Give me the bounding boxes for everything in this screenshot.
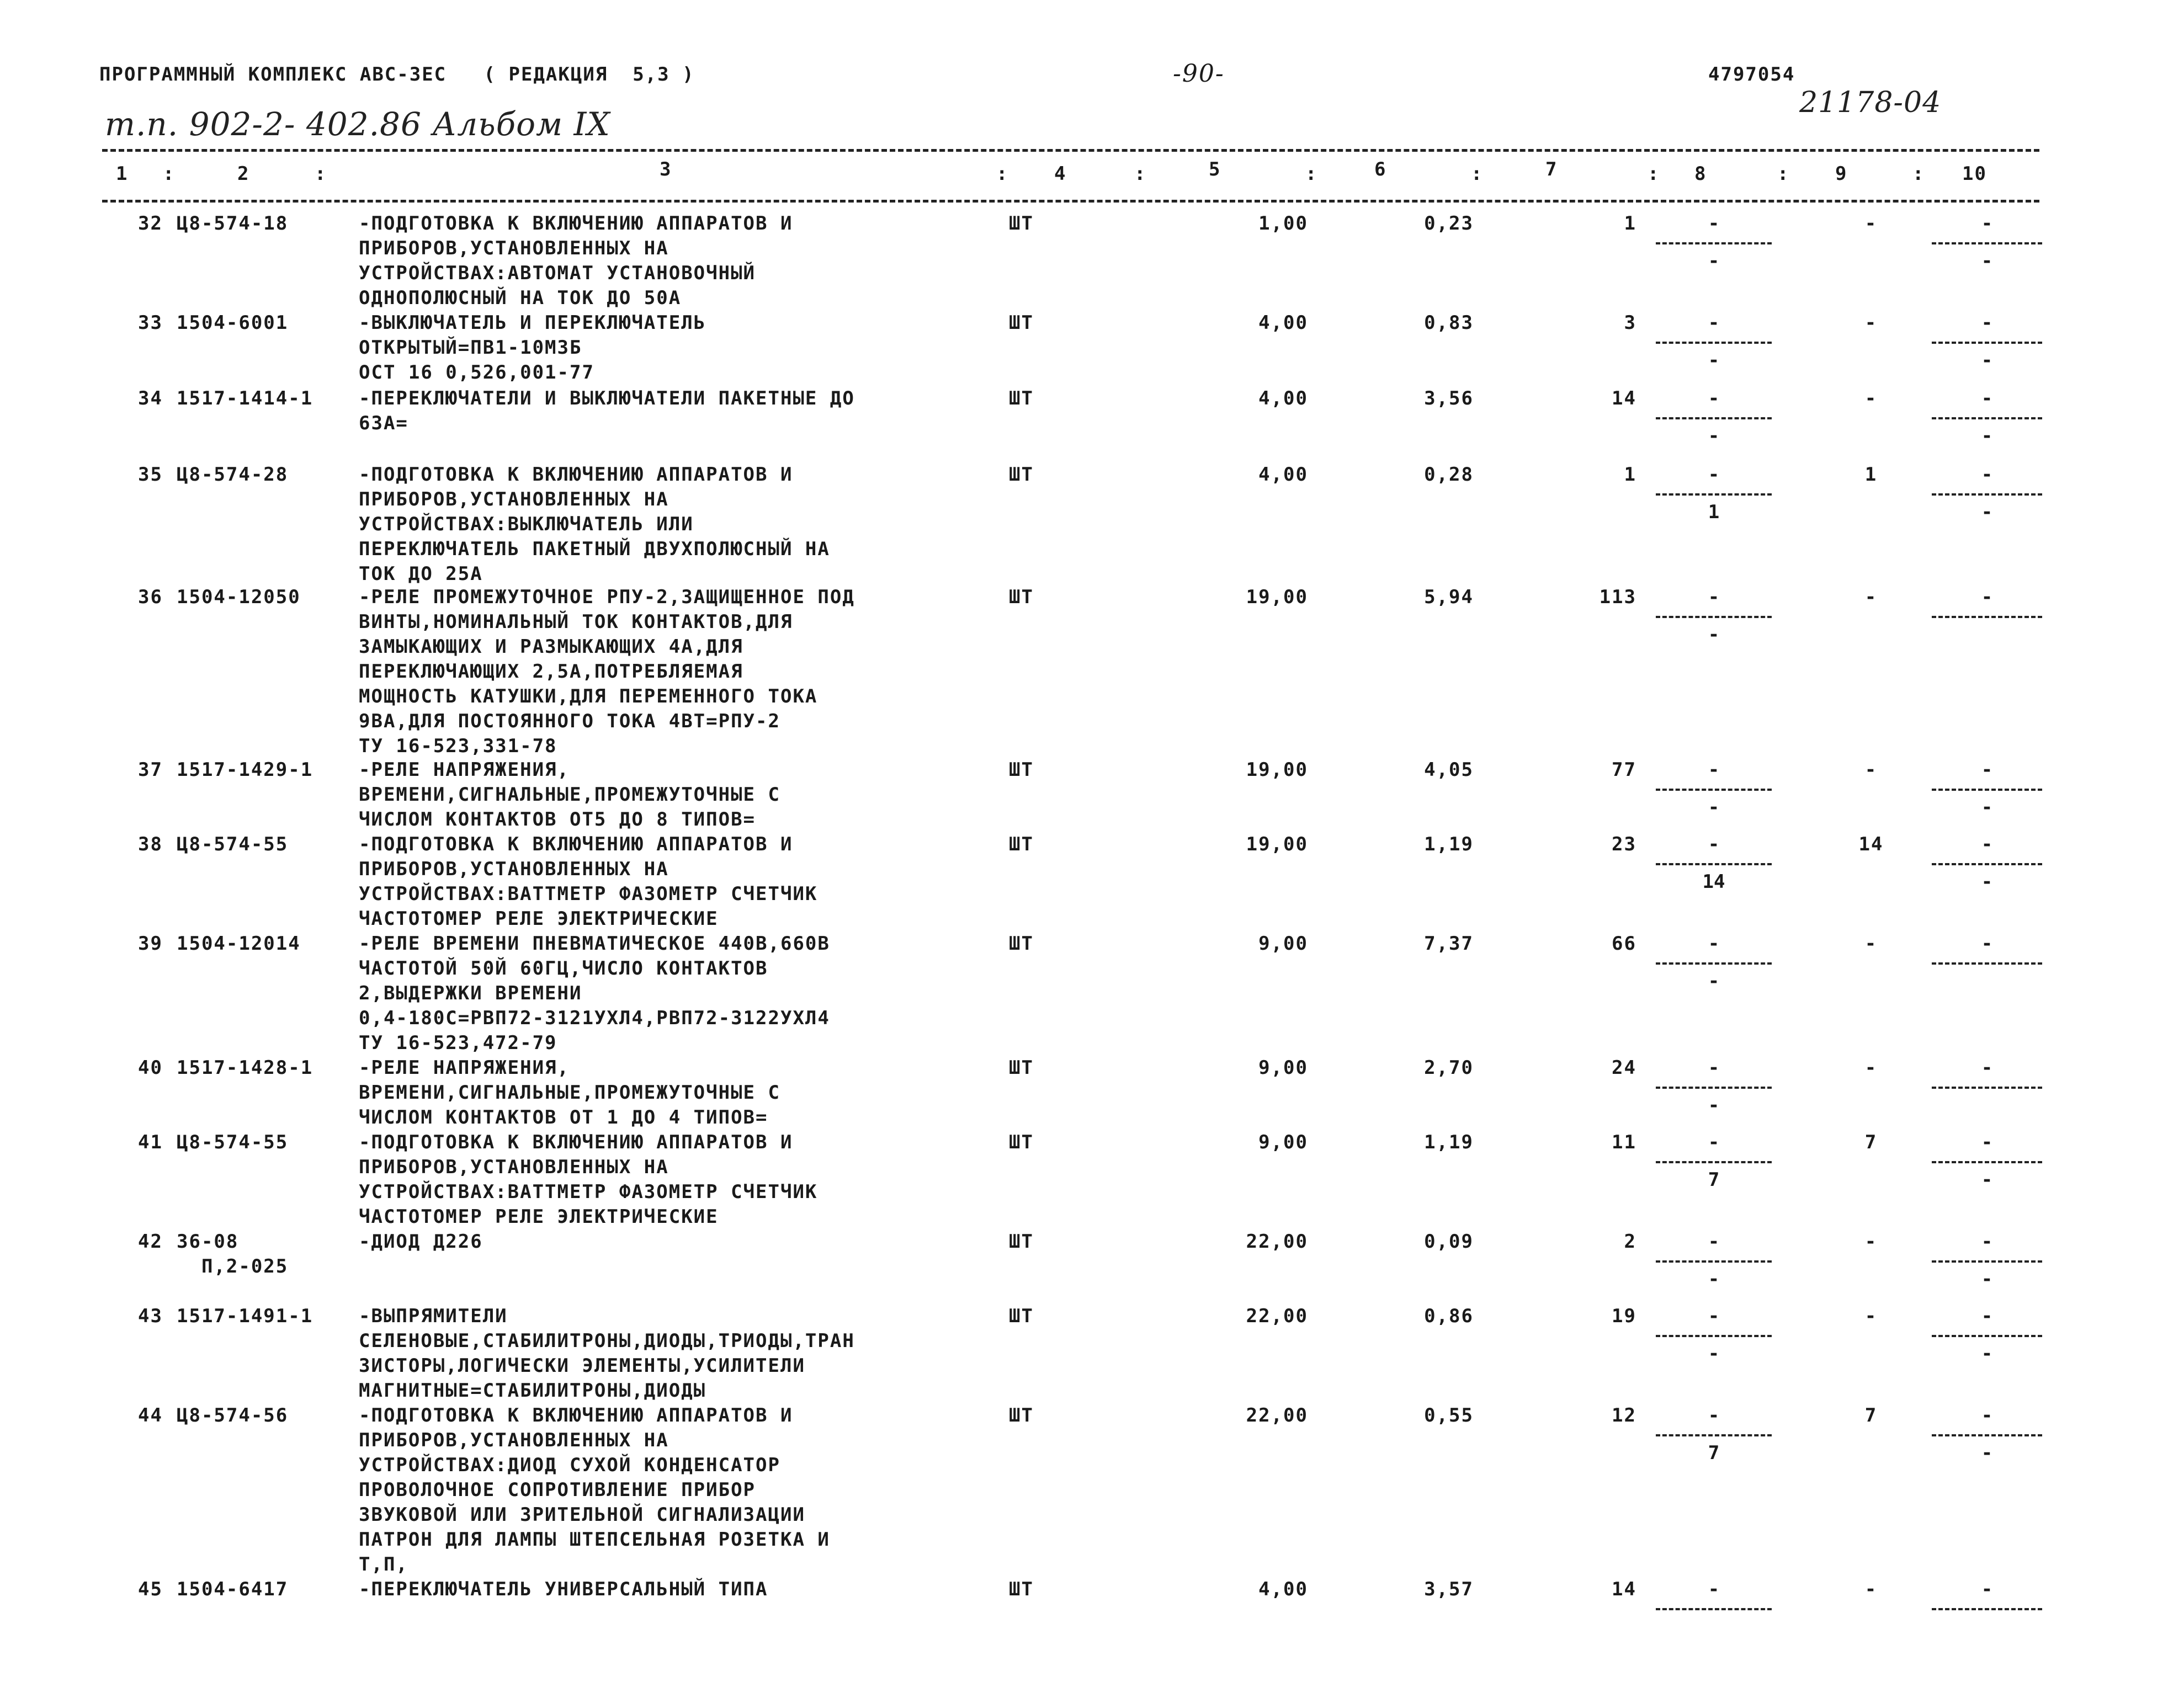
row-col7: 19 [1612,1305,1636,1327]
row-col10 [1932,932,2042,1009]
col10-divider [1932,242,2042,244]
row-col5: 22,00 [1246,1404,1308,1426]
row-col5: 19,00 [1246,759,1308,781]
row-code: Ц8-574-18 [177,212,289,235]
row-col10 [1932,211,2042,289]
row-col9: - [1864,759,1878,781]
row-col8 [1656,932,1772,1009]
row-col10 [1932,311,2042,388]
row-unit: ШТ [1009,586,1034,608]
row-number: 40 [138,1057,163,1079]
row-col10 [1932,1577,2042,1654]
table-row [0,832,2184,930]
col8-bottom-value: - [1708,1268,1720,1290]
row-number: 44 [138,1404,163,1426]
table-row [0,932,2184,1054]
col8-divider [1656,1087,1772,1089]
col8-divider [1656,1335,1772,1337]
row-col8 [1656,462,1772,540]
row-number: 37 [138,759,163,781]
row-unit: ШТ [1009,464,1034,486]
row-code: 1517-1429-1 [177,759,313,781]
col8-top-value: - [1708,1404,1720,1426]
col10-divider [1932,962,2042,965]
row-col9: - [1864,312,1878,334]
row-col8 [1656,311,1772,388]
col8-divider [1656,789,1772,791]
col8-top-value: - [1708,312,1720,334]
row-description: -ПОДГОТОВКА К ВКЛЮЧЕНИЮ АППАРАТОВ И ПРИБОРОВ,УСТАНОВЛЕННЫХ НА УСТРОЙСТВАХ:ДИОД СУХОЙ КОНДЕНСАТОР ПРОВОЛОЧНОЕ СОПРОТИВЛЕНИЕ ПРИБОР ЗВУКОВОЙ ИЛИ ЗРИТЕЛЬНОЙ СИГНАЛИЗАЦИИ ПАТРОН ДЛЯ ЛАМПЫ ШТЕПСЕЛЬНАЯ РОЗЕТКА И Т,П, [359,1404,830,1575]
row-col10 [1932,462,2042,540]
row-col9: - [1864,1231,1878,1253]
column-header-3: 3 [660,158,672,180]
column-separator: : [996,163,1009,185]
col10-top-value: - [1981,312,1993,334]
col8-divider [1656,1434,1772,1436]
col8-bottom-value: - [1708,970,1720,992]
col8-divider [1656,863,1772,865]
col10-bottom-value: - [1981,871,1993,893]
col10-bottom-value: - [1981,1268,1993,1290]
row-col5: 4,00 [1258,312,1308,334]
row-description: -ПЕРЕКЛЮЧАТЕЛЬ УНИВЕРСАЛЬНЫЙ ТИПА [359,1578,768,1600]
row-col10 [1932,585,2042,662]
col10-bottom-value: - [1981,1169,1993,1191]
col10-bottom-value: - [1981,349,1993,371]
row-col8 [1656,1229,1772,1307]
row-col8 [1656,1304,1772,1381]
row-number: 42 [138,1231,163,1253]
column-separator: : [1648,163,1660,185]
row-code: Ц8-574-55 [177,833,289,855]
col10-top-value: - [1981,387,1993,409]
table-row [0,1304,2184,1402]
row-col5: 9,00 [1258,1057,1308,1079]
row-col6: 3,56 [1424,387,1474,409]
row-col5: 22,00 [1246,1305,1308,1327]
col10-divider [1932,1608,2042,1610]
row-col7: 2 [1624,1231,1636,1253]
row-col6: 0,83 [1424,312,1474,334]
row-unit: ШТ [1009,1231,1034,1253]
row-col7: 11 [1612,1131,1636,1153]
table-row [0,211,2184,309]
column-separator: : [163,163,176,185]
col10-top-value: - [1981,933,1993,955]
col8-bottom-value: 7 [1708,1169,1720,1191]
row-col5: 4,00 [1258,387,1308,409]
row-col6: 1,19 [1424,1131,1474,1153]
col8-top-value: - [1708,933,1720,955]
row-code: Ц8-574-28 [177,464,289,486]
row-col9: 1 [1864,464,1878,486]
row-unit: ШТ [1009,1057,1034,1079]
row-code: 1517-1428-1 [177,1057,313,1079]
col10-bottom-value: - [1981,796,1993,818]
table-row [0,1130,2184,1228]
col8-bottom-value: - [1708,796,1720,818]
row-description: -ПОДГОТОВКА К ВКЛЮЧЕНИЮ АППАРАТОВ И ПРИБОРОВ,УСТАНОВЛЕННЫХ НА УСТРОЙСТВАХ:ВАТТМЕТР ФАЗОМЕТР СЧЕТЧИК ЧАСТОТОМЕР РЕЛЕ ЭЛЕКТРИЧЕСКИЕ [359,1131,818,1228]
row-col7: 23 [1612,833,1636,855]
row-col9: 7 [1864,1131,1878,1153]
row-number: 41 [138,1131,163,1153]
row-col7: 113 [1599,586,1636,608]
col8-divider [1656,616,1772,618]
row-col9: - [1864,586,1878,608]
row-number: 36 [138,586,163,608]
column-header-7: 7 [1545,158,1558,180]
row-col8 [1656,1056,1772,1133]
row-description: -ВЫКЛЮЧАТЕЛЬ И ПЕРЕКЛЮЧАТЕЛЬ ОТКРЫТЫЙ=ПВ1-10М3Б ОСТ 16 0,526,001-77 [359,312,706,384]
row-number: 33 [138,312,163,334]
row-col6: 5,94 [1424,586,1474,608]
column-header-2: 2 [237,163,250,185]
row-unit: ШТ [1009,759,1034,781]
table-row [0,311,2184,384]
row-code: 36-08 П,2-025 [177,1231,289,1278]
row-unit: ШТ [1009,1305,1034,1327]
row-description: -РЕЛЕ НАПРЯЖЕНИЯ, ВРЕМЕНИ,СИГНАЛЬНЫЕ,ПРОМЕЖУТОЧНЫЕ С ЧИСЛОМ КОНТАКТОВ ОТ5 ДО 8 ТИПОВ= [359,759,780,831]
row-col8 [1656,1403,1772,1481]
row-col7: 77 [1612,759,1636,781]
row-col10 [1932,1229,2042,1307]
row-number: 45 [138,1578,163,1600]
col10-top-value: - [1981,759,1993,781]
row-description: -ПЕРЕКЛЮЧАТЕЛИ И ВЫКЛЮЧАТЕЛИ ПАКЕТНЫЕ ДО 63А= [359,387,855,434]
column-separator: : [1777,163,1790,185]
column-header-10: 10 [1962,163,1987,185]
row-col7: 12 [1612,1404,1636,1426]
row-col7: 1 [1624,212,1636,235]
column-separator: : [1471,163,1484,185]
row-number: 38 [138,833,163,855]
column-header-6: 6 [1374,158,1387,180]
col8-bottom-value: 1 [1708,501,1720,523]
row-description: -ДИОД Д226 [359,1231,483,1253]
row-number: 39 [138,933,163,955]
row-col9: 7 [1864,1404,1878,1426]
col10-bottom-value: - [1981,1343,1993,1365]
col8-divider [1656,493,1772,496]
row-col6: 7,37 [1424,933,1474,955]
row-code: 1504-12014 [177,933,301,955]
page-number: -90- [1173,60,1225,88]
table-row [0,758,2184,831]
col10-bottom-value: - [1981,425,1993,447]
row-col5: 19,00 [1246,586,1308,608]
row-col5: 9,00 [1258,933,1308,955]
row-col8 [1656,1130,1772,1207]
col8-divider [1656,1608,1772,1610]
col8-divider [1656,1161,1772,1163]
row-number: 34 [138,387,163,409]
table-row [0,1229,2184,1290]
col10-top-value: - [1981,1305,1993,1327]
col8-bottom-value: - [1708,250,1720,272]
column-header-9: 9 [1835,163,1848,185]
row-col6: 0,28 [1424,464,1474,486]
row-description: -ПОДГОТОВКА К ВКЛЮЧЕНИЮ АППАРАТОВ И ПРИБОРОВ,УСТАНОВЛЕННЫХ НА УСТРОЙСТВАХ:ВАТТМЕТР ФАЗОМЕТР СЧЕТЧИК ЧАСТОТОМЕР РЕЛЕ ЭЛЕКТРИЧЕСКИЕ [359,833,818,930]
col10-top-value: - [1981,1578,1993,1600]
row-number: 43 [138,1305,163,1327]
row-col8 [1656,832,1772,909]
row-col10 [1932,758,2042,835]
row-col6: 0,55 [1424,1404,1474,1426]
row-col8 [1656,386,1772,464]
col8-top-value: - [1708,586,1720,608]
col10-top-value: - [1981,1057,1993,1079]
row-unit: ШТ [1009,387,1034,409]
col8-divider [1656,242,1772,244]
table-row [0,1403,2184,1575]
row-description: -ВЫПРЯМИТЕЛИ СЕЛЕНОВЫЕ,СТАБИЛИТРОНЫ,ДИОДЫ,ТРИОДЫ,ТРАН ЗИСТОРЫ,ЛОГИЧЕСКИ ЭЛЕМЕНТЫ,УСИЛИТЕЛИ МАГНИТНЫЕ=СТАБИЛИТРОНЫ,ДИОДЫ [359,1305,855,1402]
row-description: -РЕЛЕ ВРЕМЕНИ ПНЕВМАТИЧЕСКОЕ 440В,660В ЧАСТОТОЙ 50Й 60ГЦ,ЧИСЛО КОНТАКТОВ 2,ВЫДЕРЖКИ ВРЕМЕНИ 0,4-180С=РВП72-3121УХЛ4,РВП72-3122УХЛ4 ТУ 16-523,472-79 [359,933,830,1054]
col8-bottom-value: - [1708,425,1720,447]
col8-top-value: - [1708,833,1720,855]
document-number: 4797054 [1708,63,1795,86]
col8-divider [1656,342,1772,344]
col10-top-value: - [1981,1131,1993,1153]
col10-top-value: - [1981,586,1993,608]
program-title: ПРОГРАММНЫЙ КОМПЛЕКС АВС-ЗЕС ( РЕДАКЦИЯ 5,3 ) [99,63,695,86]
row-col6: 2,70 [1424,1057,1474,1079]
col8-bottom-value: - [1708,624,1720,646]
row-code: 1504-6417 [177,1578,289,1600]
col10-divider [1932,493,2042,496]
row-col9: - [1864,387,1878,409]
row-col5: 4,00 [1258,464,1308,486]
col8-bottom-value: - [1708,1343,1720,1365]
row-col6: 0,09 [1424,1231,1474,1253]
row-col9: 14 [1858,833,1884,855]
col8-top-value: - [1708,759,1720,781]
row-col5: 9,00 [1258,1131,1308,1153]
row-col9: - [1864,1578,1878,1600]
column-separator: : [315,163,327,185]
row-description: -РЕЛЕ НАПРЯЖЕНИЯ, ВРЕМЕНИ,СИГНАЛЬНЫЕ,ПРОМЕЖУТОЧНЫЕ С ЧИСЛОМ КОНТАКТОВ ОТ 1 ДО 4 ТИПОВ= [359,1057,780,1129]
row-col7: 66 [1612,933,1636,955]
column-header-5: 5 [1209,158,1221,180]
row-unit: ШТ [1009,1578,1034,1600]
row-col9: - [1864,212,1878,235]
col10-top-value: - [1981,464,1993,486]
col10-divider [1932,616,2042,618]
row-col9: - [1864,933,1878,955]
row-unit: ШТ [1009,212,1034,235]
column-separator: : [1912,163,1925,185]
table-row [0,386,2184,447]
table-row [0,1577,2184,1600]
row-col5: 22,00 [1246,1231,1308,1253]
row-code: 1517-1414-1 [177,387,313,409]
col8-top-value: - [1708,1231,1720,1253]
row-col6: 0,23 [1424,212,1474,235]
row-description: -ПОДГОТОВКА К ВКЛЮЧЕНИЮ АППАРАТОВ И ПРИБОРОВ,УСТАНОВЛЕННЫХ НА УСТРОЙСТВАХ:АВТОМАТ УСТАНОВОЧНЫЙ ОДНОПОЛЮСНЫЙ НА ТОК ДО 50А [359,212,793,309]
row-col6: 4,05 [1424,759,1474,781]
row-col5: 19,00 [1246,833,1308,855]
row-col10 [1932,832,2042,909]
row-col8 [1656,1577,1772,1654]
col10-bottom-value: - [1981,501,1993,523]
row-code: 1517-1491-1 [177,1305,313,1327]
col10-divider [1932,417,2042,419]
col10-bottom-value: - [1981,250,1993,272]
row-unit: ШТ [1009,1131,1034,1153]
table-row [0,585,2184,757]
row-number: 35 [138,464,163,486]
col8-top-value: - [1708,212,1720,235]
col8-top-value: - [1708,1578,1720,1600]
col10-bottom-value: - [1981,1442,1993,1464]
col10-divider [1932,342,2042,344]
row-unit: ШТ [1009,312,1034,334]
handwritten-code: 21178-04 [1799,86,1942,119]
col10-divider [1932,1260,2042,1263]
row-col5: 4,00 [1258,1578,1308,1600]
row-col7: 3 [1624,312,1636,334]
table-row [0,1056,2184,1129]
col8-divider [1656,962,1772,965]
col10-divider [1932,789,2042,791]
row-col10 [1932,1056,2042,1133]
col8-divider [1656,1260,1772,1263]
column-header-1: 1 [116,163,129,185]
row-unit: ШТ [1009,933,1034,955]
row-col6: 0,86 [1424,1305,1474,1327]
col10-top-value: - [1981,1231,1993,1253]
col10-divider [1932,863,2042,865]
row-code: 1504-6001 [177,312,289,334]
row-code: Ц8-574-55 [177,1131,289,1153]
row-col9: - [1864,1305,1878,1327]
row-col6: 1,19 [1424,833,1474,855]
row-col6: 3,57 [1424,1578,1474,1600]
row-code: 1504-12050 [177,586,301,608]
row-col8 [1656,211,1772,289]
col8-bottom-value: 7 [1708,1442,1720,1464]
handwritten-project-ref: т.п. 902-2- 402.86 Альбом IX [105,105,610,143]
col10-divider [1932,1434,2042,1436]
col10-divider [1932,1335,2042,1337]
row-col10 [1932,1304,2042,1381]
row-code: Ц8-574-56 [177,1404,289,1426]
row-description: -ПОДГОТОВКА К ВКЛЮЧЕНИЮ АППАРАТОВ И ПРИБОРОВ,УСТАНОВЛЕННЫХ НА УСТРОЙСТВАХ:ВЫКЛЮЧАТЕЛЬ ИЛИ ПЕРЕКЛЮЧАТЕЛЬ ПАКЕТНЫЙ ДВУХПОЛЮСНЫЙ НА ТОК ДО 25А [359,464,830,585]
row-description: -РЕЛЕ ПРОМЕЖУТОЧНОЕ РПУ-2,ЗАЩИЩЕННОЕ ПОД ВИНТЫ,НОМИНАЛЬНЫЙ ТОК КОНТАКТОВ,ДЛЯ ЗАМЫКАЮЩИХ И РАЗМЫКАЮЩИХ 4А,ДЛЯ ПЕРЕКЛЮЧАЮЩИХ 2,5А,ПОТРЕБЛЯЕМАЯ МОЩНОСТЬ КАТУШКИ,ДЛЯ ПЕРЕМЕННОГО ТОКА 9ВА,ДЛЯ ПОСТОЯННОГО ТОКА 4ВТ=РПУ-2 ТУ 16-523,331-78 [359,586,855,757]
col8-bottom-value: - [1708,1094,1720,1116]
col8-top-value: - [1708,1131,1720,1153]
col10-divider [1932,1161,2042,1163]
col10-top-value: - [1981,833,1993,855]
row-col7: 24 [1612,1057,1636,1079]
table-row [0,462,2184,585]
row-col10 [1932,1130,2042,1207]
col8-bottom-value: 14 [1702,871,1725,893]
row-col8 [1656,758,1772,835]
row-col8 [1656,585,1772,662]
col8-bottom-value: - [1708,349,1720,371]
col10-top-value: - [1981,1404,1993,1426]
col8-top-value: - [1708,387,1720,409]
col8-top-value: - [1708,1305,1720,1327]
column-separator: : [1134,163,1147,185]
row-col10 [1932,386,2042,464]
col10-top-value: - [1981,212,1993,235]
row-col7: 14 [1612,387,1636,409]
column-header-4: 4 [1054,163,1067,185]
row-col7: 1 [1624,464,1636,486]
row-unit: ШТ [1009,833,1034,855]
col10-divider [1932,1087,2042,1089]
column-header-8: 8 [1694,163,1707,185]
col8-top-value: - [1708,1057,1720,1079]
row-number: 32 [138,212,163,235]
row-col7: 14 [1612,1578,1636,1600]
column-separator: : [1305,163,1318,185]
row-col5: 1,00 [1258,212,1308,235]
row-unit: ШТ [1009,1404,1034,1426]
row-col10 [1932,1403,2042,1481]
row-col9: - [1864,1057,1878,1079]
col8-top-value: - [1708,464,1720,486]
col8-divider [1656,417,1772,419]
